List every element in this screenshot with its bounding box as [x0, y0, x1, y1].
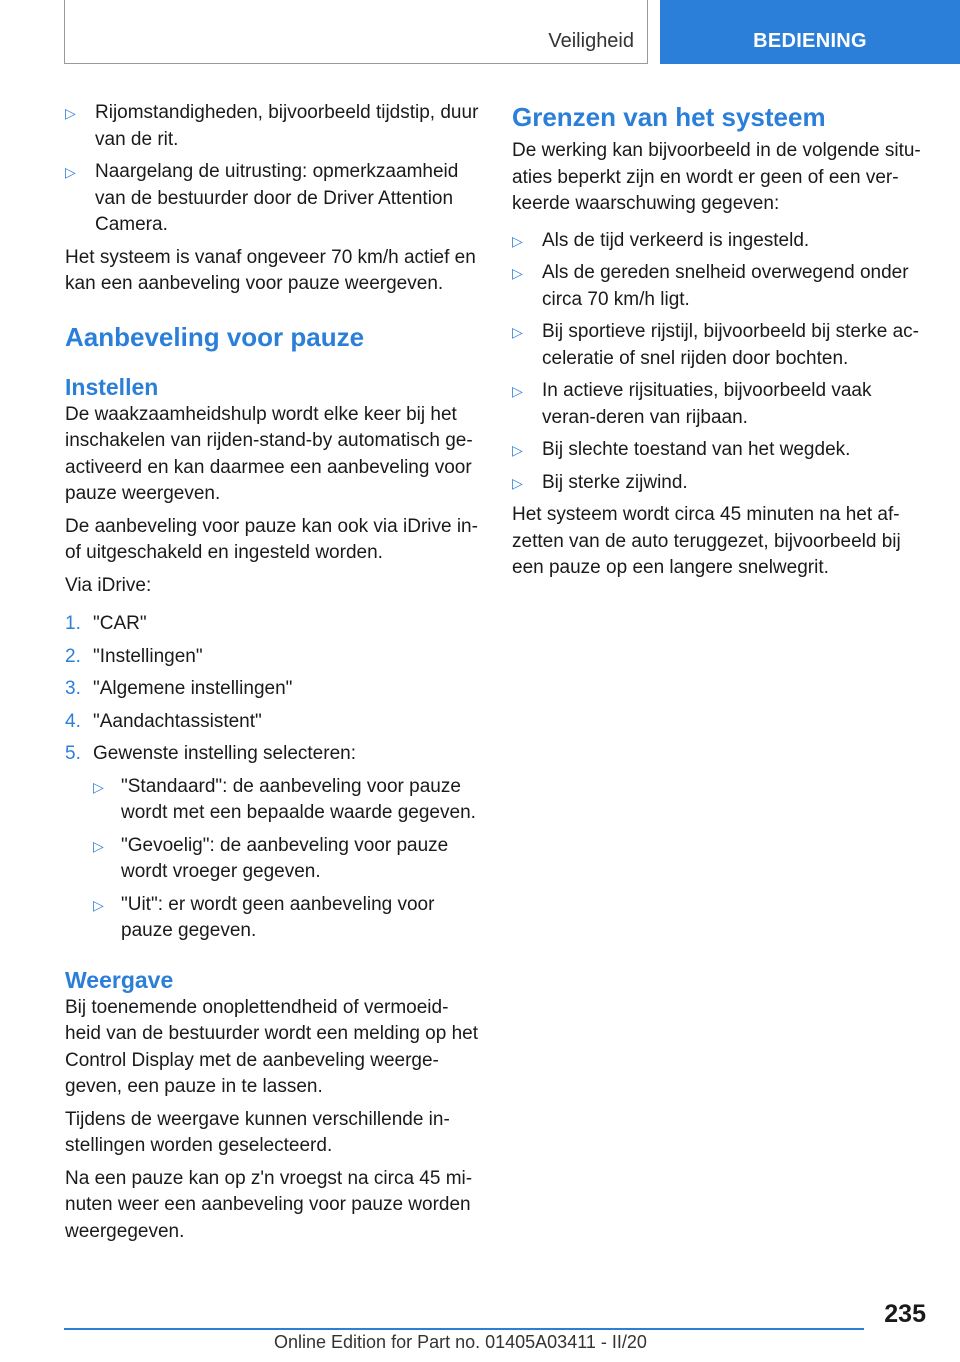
intro-paragraph: Het systeem is vanaf ongeveer 70 km/h actief en kan een aanbeveling voor pauze weergeven. — [65, 246, 476, 294]
triangle-right-icon: ▷ — [512, 232, 523, 249]
list-item: ▷ "Uit": er wordt geen aanbeveling voor pauze gegeven. — [93, 893, 435, 941]
triangle-right-icon: ▷ — [93, 896, 104, 913]
triangle-right-icon: ▷ — [93, 837, 104, 854]
paragraph: De waakzaamheidshulp wordt elke keer bij het inschakelen van rijden-stand-by automatisch ge-activeerd en kan daarmee een aanbeveling voor pauze weergeven. — [65, 403, 473, 504]
option-list — [93, 774, 483, 945]
paragraph: De aanbeveling voor pauze kan ook via iDrive in- of uitgeschakeld en ingesteld worden. — [65, 515, 478, 563]
list-item: ▷ Als de gereden snelheid overwegend onder circa 70 km/h ligt. — [512, 262, 909, 310]
list-item: ▷ "Gevoelig": de aanbeveling voor pauze wordt vroeger gegeven. — [93, 834, 449, 882]
triangle-right-icon: ▷ — [65, 105, 76, 121]
section-heading-grenzen: Grenzen van het systeem — [512, 102, 826, 132]
step-list — [65, 611, 483, 945]
left-column — [65, 100, 483, 1251]
paragraph: Na een pauze kan op z'n vroegst na circa 45 mi-nuten weer een aanbeveling voor pauze worden weergegeven. — [65, 1167, 473, 1242]
limits-bullet-list — [512, 228, 930, 497]
triangle-right-icon: ▷ — [65, 164, 76, 180]
paragraph: Tijdens de weergave kunnen verschillende in-stellingen worden geselecteerd. — [65, 1108, 450, 1156]
subheading-weergave: Weergave — [65, 966, 174, 993]
triangle-right-icon: ▷ — [512, 474, 523, 491]
right-column — [512, 100, 930, 588]
list-item: ▷ In actieve rijsituaties, bijvoorbeeld vaak veran-deren van rijbaan. — [512, 380, 872, 428]
step-item: 5. Gewenste instelling selecteren: ▷ "Standaard": de aanbeveling voor pauze wordt met een bepaalde waarde gegeven. ▷ "Gevoelig": de aanbeveling voor pauze wordt vroeger gegeven. ▷ "Uit": er wordt geen aanbeveling voor pauze gegeven. — [65, 741, 483, 945]
step-item: 4. "Aandachtassistent" — [65, 710, 262, 732]
step-item: 2. "Instellingen" — [65, 645, 203, 667]
header-section-title: Veiligheid — [548, 29, 634, 52]
list-item: ▷ Bij sportieve rijstijl, bijvoorbeeld bij sterke ac-celeratie of snel rijden door bochten. — [512, 321, 919, 369]
page-number: 235 — [884, 1300, 926, 1328]
triangle-right-icon: ▷ — [512, 324, 523, 340]
section-heading-aanbeveling: Aanbeveling voor pauze — [65, 321, 365, 352]
triangle-right-icon: ▷ — [512, 265, 523, 281]
step-item: 3. "Algemene instellingen" — [65, 678, 293, 699]
paragraph: De werking kan bijvoorbeeld in de volgende situ-aties beperkt zijn en wordt er geen of een ver-keerde waarschuwing gegeven: — [512, 140, 921, 214]
footer-divider — [64, 1328, 864, 1330]
paragraph: Bij toenemende onoplettendheid of vermoeid-heid van de bestuurder wordt een melding op het Control Display met de aanbeveling weerge-geven, een pauze in te lassen. — [65, 996, 478, 1097]
list-item: ▷ Naargelang de uitrusting: opmerkzaamheid van de bestuurder door de Driver Attention Camera. — [65, 161, 459, 235]
header-chapter-tab[interactable]: BEDIENING — [660, 0, 960, 64]
subheading-instellen: Instellen — [65, 373, 159, 400]
list-item: ▷ "Standaard": de aanbeveling voor pauze wordt met een bepaalde waarde gegeven. — [93, 775, 476, 823]
list-item: ▷ Bij slechte toestand van het wegdek. — [512, 437, 930, 464]
paragraph: Het systeem wordt circa 45 minuten na het af-zetten van de auto teruggezet, bijvoorbeeld bij een pauze op een langere snelwegrit. — [512, 504, 901, 578]
paragraph: Via iDrive: — [65, 574, 152, 596]
list-item: ▷ Rijomstandigheden, bijvoorbeeld tijdstip, duur van de rit. — [65, 102, 479, 150]
step-item: 1. "CAR" — [65, 613, 147, 634]
footer-edition: Online Edition for Part no. 01405A03411 - II/20 — [274, 1332, 647, 1352]
list-item: ▷ Als de tijd verkeerd is ingesteld. — [512, 228, 930, 255]
top-bullet-list — [65, 100, 483, 239]
triangle-right-icon: ▷ — [512, 383, 523, 399]
triangle-right-icon: ▷ — [512, 442, 523, 458]
triangle-right-icon: ▷ — [93, 778, 104, 795]
list-item: ▷ Bij sterke zijwind. — [512, 470, 930, 497]
